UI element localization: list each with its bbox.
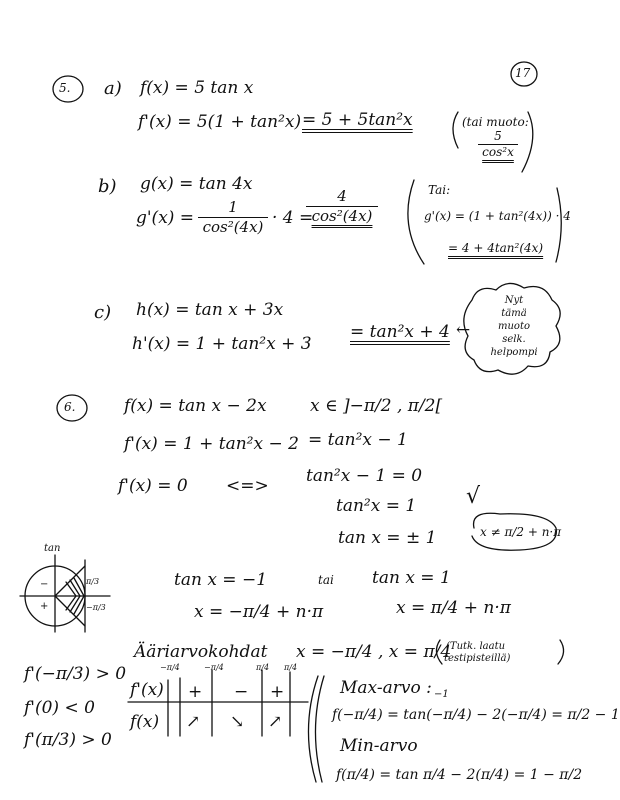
q5b-frac2 xyxy=(306,188,378,224)
q6-fprime: f'(x) = 1 + tan²x − 2 xyxy=(124,434,299,454)
q6-case2-sol: x = π/4 + n·π xyxy=(396,598,511,618)
note-a-left-bracket xyxy=(453,112,458,148)
q6-max-calc: f(−π/4) = tan(−π/4) − 2(−π/4) = π/2 − 1 xyxy=(332,707,620,723)
extrema-left-bracket xyxy=(308,676,318,782)
sign-table-sign: − xyxy=(234,682,249,702)
q5b-alt-line1: g'(x) = (1 + tan²(4x)) · 4 xyxy=(424,209,571,223)
q5c-result: = tan²x + 4 xyxy=(350,322,450,342)
alt-b-left-bracket xyxy=(408,180,424,264)
q6-step-3: tan x = ± 1 xyxy=(338,528,437,548)
q5c-cloud-note xyxy=(482,294,546,359)
cloud-line: muoto xyxy=(498,321,530,332)
q6-case2-eq: tan x = 1 xyxy=(372,568,451,588)
q6-case1-sol: x = −π/4 + n·π xyxy=(194,602,324,622)
q6-extrema-note-1: (Tutk. laatu xyxy=(446,641,506,652)
q6-extrema-title: Ääriarvokohdat xyxy=(134,642,268,662)
sign-table-sign: + xyxy=(188,682,203,702)
q5c-label: c) xyxy=(94,302,112,323)
q6-f: f(x) = tan x − 2x xyxy=(124,396,267,416)
sign-table-row2-label: f(x) xyxy=(130,712,160,732)
q6-max-minus1: −1 xyxy=(434,689,449,700)
q5a-note-fraction xyxy=(478,130,518,159)
q6-tai: tai xyxy=(318,573,334,587)
q6-fprime-simpl: = tan²x − 1 xyxy=(308,430,408,450)
q6-max-title: Max-arvo : xyxy=(340,678,432,698)
q5a-fprime-left: f'(x) = 5(1 + tan²x) xyxy=(138,112,302,132)
cloud-line: Nyt xyxy=(504,295,524,306)
sign-table-arrow: ↘ xyxy=(230,712,245,732)
q5b-frac1 xyxy=(198,199,268,235)
q5c-arrow: ← xyxy=(456,320,471,340)
sign-table-arrow: ↗ xyxy=(186,712,201,732)
q6-domain: x ∈ ]−π/2 , π/2[ xyxy=(310,396,443,416)
q5b-frac1-num: 1 xyxy=(228,198,238,216)
unit-circle-neg: − xyxy=(40,579,49,590)
q5b-times4: · 4 = xyxy=(272,208,314,228)
sign-table-arrow: ↗ xyxy=(268,712,283,732)
page-number: 17 xyxy=(515,66,531,80)
q5a-note-den: cos²x xyxy=(482,145,514,160)
q6-extrema-note-2: testipisteillä) xyxy=(444,653,511,664)
q5c-hprime: h'(x) = 1 + tan²x + 3 xyxy=(132,334,312,354)
cloud-line: helpompi xyxy=(490,347,538,358)
q6-test-1: f'(−π/3) > 0 xyxy=(24,664,127,684)
unit-circle-label: tan xyxy=(44,543,61,554)
unit-circle-tick-top: π/3 xyxy=(86,577,100,586)
q6-step-1: tan²x − 1 = 0 xyxy=(306,466,423,486)
q5b-frac2-den: cos²(4x) xyxy=(311,206,373,225)
q5a-note-num: 5 xyxy=(494,129,502,143)
q5b-g: g(x) = tan 4x xyxy=(140,174,253,194)
q5b-frac2-num: 4 xyxy=(337,187,347,205)
q5b-gprime-left: g'(x) = xyxy=(136,208,195,228)
q6-number: 6. xyxy=(64,400,76,414)
q5a-fprime-result: = 5 + 5tan²x xyxy=(302,110,413,130)
q5a-label: a) xyxy=(104,78,122,99)
sign-table-row1-label: f'(x) xyxy=(130,680,164,700)
q6-test-3: f'(π/3) > 0 xyxy=(24,730,112,750)
extrema-left-bracket-2 xyxy=(315,676,324,782)
q6-test-2: f'(0) < 0 xyxy=(24,698,95,718)
q5-number: 5. xyxy=(59,81,71,95)
cloud-line: selk. xyxy=(502,334,526,345)
q6-extrema-points: x = −π/4 , x = π/4 xyxy=(296,642,452,662)
q5a-note-line1: (tai muoto: xyxy=(462,115,529,129)
q6-min-calc: f(π/4) = tan π/4 − 2(π/4) = 1 − π/2 xyxy=(336,767,583,783)
unit-circle-pos: + xyxy=(40,601,49,612)
q6-equiv: <=> xyxy=(226,476,269,496)
q6-restriction: x ≠ π/2 + n·π xyxy=(480,525,562,539)
q6-eq-start: f'(x) = 0 xyxy=(118,476,188,496)
check-mark: √ xyxy=(466,484,481,509)
q5a-f: f(x) = 5 tan x xyxy=(140,78,254,98)
sign-table-tick: π/4 xyxy=(284,663,298,672)
sign-table-tick: −π/4 xyxy=(160,663,180,672)
q5c-h: h(x) = tan x + 3x xyxy=(136,300,284,320)
sign-table-tick: π/4 xyxy=(256,663,270,672)
cloud-line: tämä xyxy=(501,308,527,319)
sign-table-sign: + xyxy=(270,682,285,702)
extrema-note-right-bracket xyxy=(558,640,564,664)
q5b-alt-line2: = 4 + 4tan²(4x) xyxy=(448,241,544,255)
q6-min-title: Min-arvo xyxy=(340,736,418,756)
q6-step-2: tan²x = 1 xyxy=(336,496,417,516)
sign-table-tick: −π/4 xyxy=(204,663,224,672)
unit-circle-tick-bottom: −π/3 xyxy=(86,603,106,612)
q6-case1-eq: tan x = −1 xyxy=(174,570,268,590)
q5b-frac1-den: cos²(4x) xyxy=(202,217,264,236)
q5b-alt-title: Tai: xyxy=(428,183,451,197)
q5b-label: b) xyxy=(98,176,117,197)
alt-b-right-bracket xyxy=(556,188,561,262)
